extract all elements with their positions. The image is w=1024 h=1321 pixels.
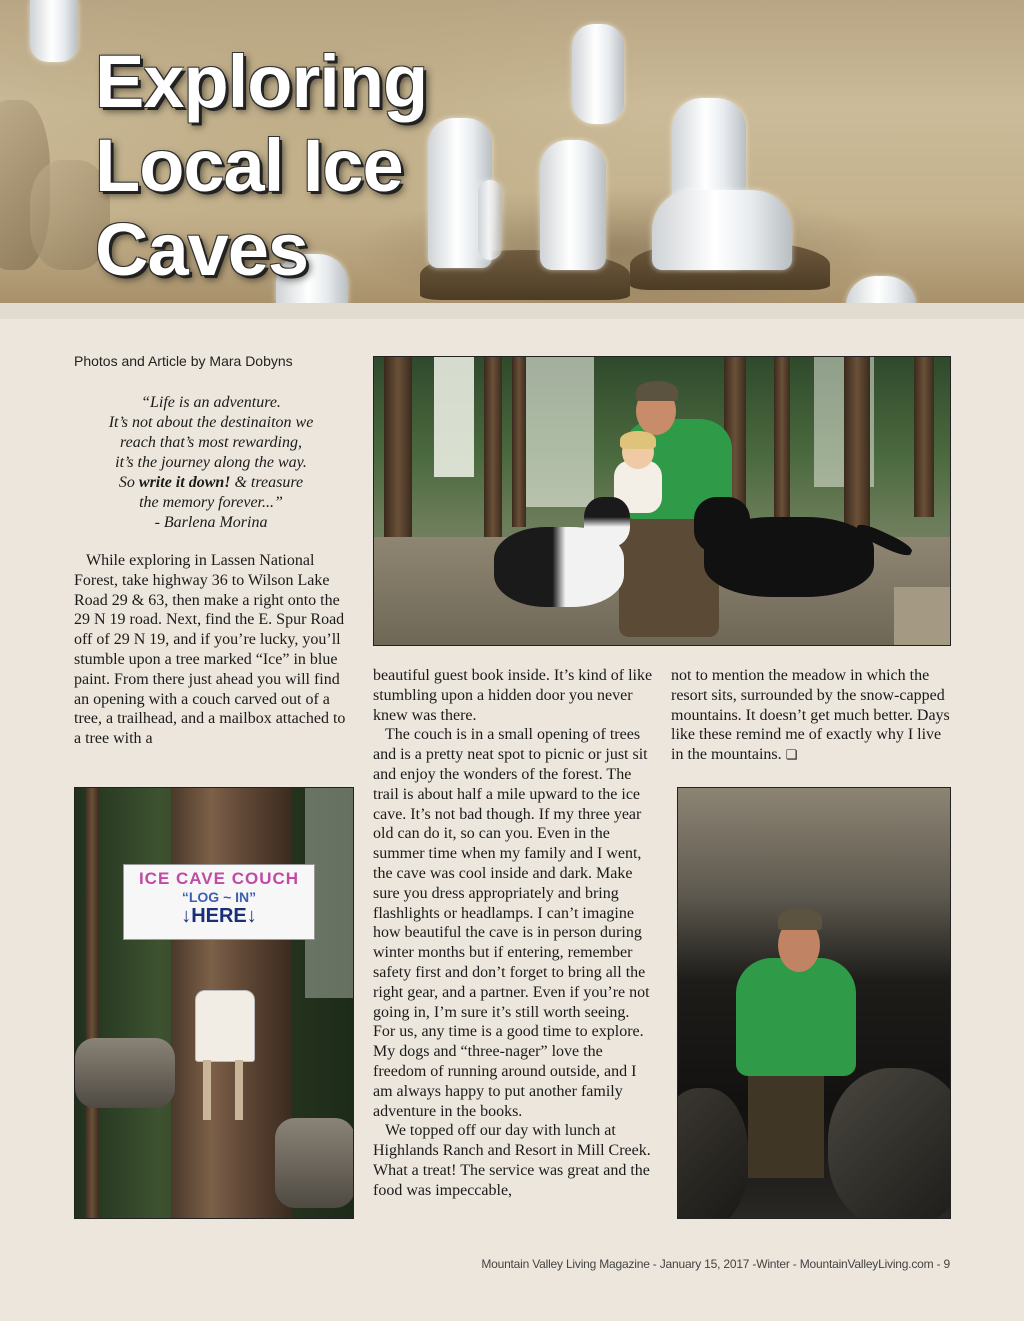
sign-photo	[74, 787, 354, 1219]
article-column-1	[74, 551, 354, 749]
fallen-log	[75, 1038, 175, 1108]
hat-icon	[636, 381, 678, 401]
quote-line: the memory forever...”	[139, 494, 283, 511]
sky-gap	[434, 357, 474, 477]
quote-line	[74, 473, 348, 493]
article-column-2	[373, 666, 655, 1201]
sky-gap	[524, 357, 594, 507]
ice-cave-sign	[123, 864, 315, 940]
cave-photo	[677, 787, 951, 1219]
tree-trunk	[484, 357, 502, 537]
pants	[748, 1068, 824, 1178]
header-photo	[0, 0, 1024, 303]
paragraph-text: not to mention the meadow in which the resort sits, surrounded by the snow-capped mountains. It doesn’t get much better. Days like these remind me of exactly why I live in the mountains.	[671, 667, 950, 764]
ice-formation	[652, 190, 792, 270]
sign-text: ICE CAVE COUCH	[138, 869, 300, 888]
boulder	[677, 1088, 748, 1219]
paragraph	[671, 666, 951, 766]
green-shirt	[736, 958, 856, 1076]
title-line: Exploring	[95, 40, 428, 123]
page-footer: Mountain Valley Living Magazine - January 15, 2017 -Winter - MountainValleyLiving.com - 9	[481, 1257, 950, 1271]
ice-formation	[30, 0, 78, 62]
sign-text: ↓HERE↓	[181, 905, 257, 927]
mailbox-icon	[195, 990, 255, 1062]
ice-formation	[540, 140, 606, 270]
page-title	[95, 40, 427, 292]
pull-quote	[74, 393, 348, 533]
quote-fragment: & treasure	[230, 474, 304, 491]
mailbox-post	[203, 1060, 211, 1120]
quote-emphasis: write it down!	[138, 474, 231, 491]
tree-trunk	[774, 357, 790, 517]
log-bench-arm	[894, 587, 951, 646]
sign-text: “LOG ~ IN”	[181, 889, 257, 905]
husky-head	[584, 497, 630, 547]
boulder	[828, 1068, 951, 1219]
title-line: Caves	[95, 208, 309, 291]
title-line: Local Ice	[95, 124, 403, 207]
hat-icon	[778, 908, 822, 930]
tree-trunk	[85, 788, 99, 1219]
tree-trunk	[914, 357, 934, 517]
quote-line: reach that’s most rewarding,	[120, 434, 302, 451]
ice-formation	[846, 276, 916, 303]
mailbox-post	[235, 1060, 243, 1120]
divider	[0, 303, 1024, 319]
fallen-log	[275, 1118, 354, 1208]
child-hair	[620, 431, 656, 449]
tree-trunk	[512, 357, 526, 527]
ice-formation	[572, 24, 624, 124]
byline: Photos and Article by Mara Dobyns	[74, 353, 293, 369]
quote-line: “Life is an adventure.	[141, 394, 281, 411]
paragraph: The couch is in a small opening of trees and is a pretty neat spot to picnic or just sit and enjoy the wonders of the forest. The trail is about half a mile upward to the ice cave. It’s not bad though. If my three year old can do it, so can you. Even in the summer time when my family and I went, the cave was cool inside and dark. Make sure you dress appropriately and bring flashlights or headlamps. I can’t imagine how beautiful the cave is in person during winter months but if entering, remember safety first and don’t forget to bring all the right gear, and a partner. Even if you’re not going in, I’m sure it’s still worth seeing. For us, any time is a good time to explore. My dogs and “three-nager” love the freedom of running around outside, and I am always happy to put another family adventure in the books.	[373, 726, 650, 1120]
end-mark-icon: ❏	[785, 748, 798, 764]
quote-line: It’s not about the destinaiton we	[108, 414, 314, 431]
tree-trunk	[844, 357, 870, 527]
paragraph: We topped off our day with lunch at Highlands Ranch and Resort in Mill Creek. What a treat! The service was great and the food was impeccable,	[373, 1122, 651, 1199]
paragraph: beautiful guest book inside. It’s kind of like stumbling upon a hidden door you never knew was there.	[373, 667, 653, 724]
tree-trunk	[384, 357, 412, 557]
black-dog-head	[694, 497, 750, 553]
quote-attribution: - Barlena Morina	[154, 514, 268, 531]
paragraph: While exploring in Lassen National Forest, take highway 36 to Wilson Lake Road 29 & 63, then make a right onto the 29 N 19 road. Next, find the E. Spur Road off of 29 N 19, and if you’re lucky, you’ll stumble upon a tree marked “Ice” in blue paint. From there just ahead you will find an opening with a couch carved out of a tree, a trailhead, and a mailbox attached to a tree with a	[74, 552, 346, 748]
article-column-3	[671, 666, 951, 766]
quote-line: it’s the journey along the way.	[115, 454, 307, 471]
family-photo	[373, 356, 951, 646]
ice-formation	[478, 180, 502, 260]
quote-fragment: So	[118, 474, 139, 491]
